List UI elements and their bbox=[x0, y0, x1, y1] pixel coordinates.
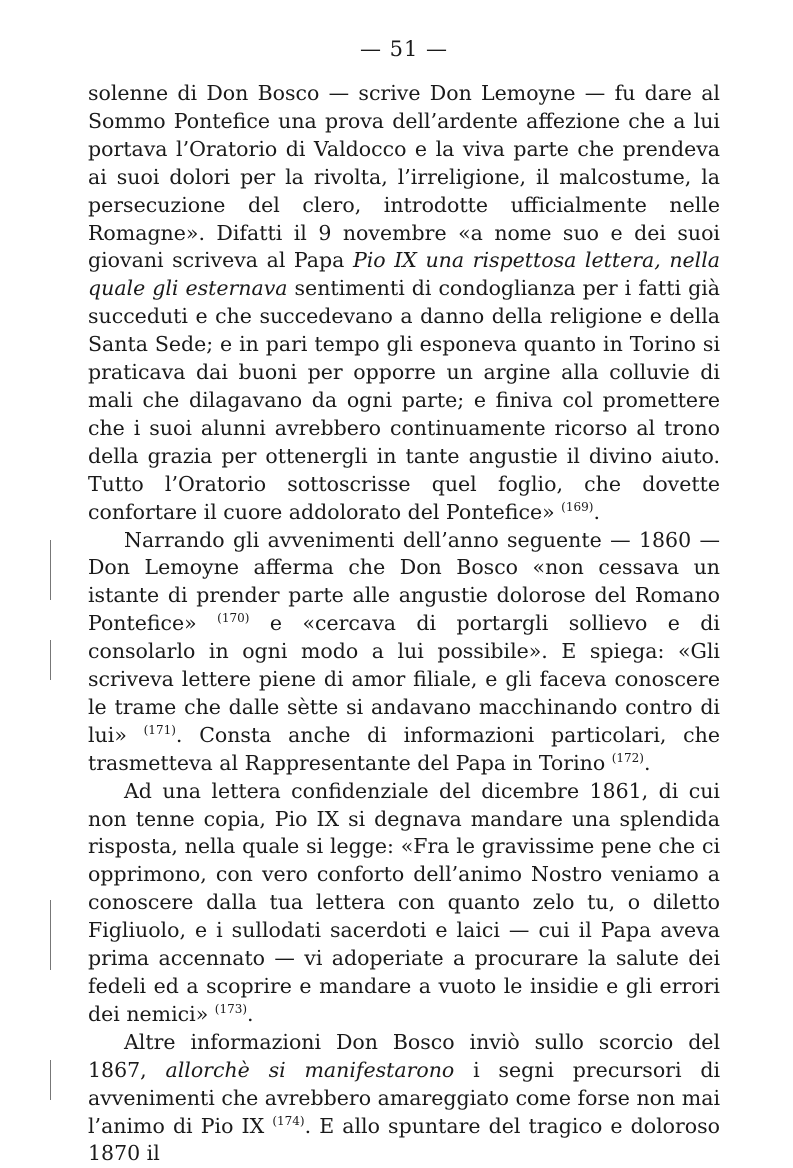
text-run: solenne di Don Bosco — scrive Don Lemoyne — fu dare al Sommo Pontefice una prova dell’ardente affezione che a lui portava l’Oratorio di Valdocco e la viva parte che prendeva ai suoi dolori per la rivolta, l’irreligione, il malcostume, la persecuzione del clero, introdotte ufficialmente nelle Romagne». Difatti il 9 novembre «a nome suo e dei suoi giovani scriveva al Papa bbox=[88, 81, 720, 273]
scan-artifact-line bbox=[50, 1060, 51, 1100]
italic-text: Pio IX una rispettosa lettera, nella quale gli esternava bbox=[88, 248, 720, 301]
paragraph bbox=[88, 778, 720, 1029]
text-run: e «cercava di portargli sollievo e di consolarlo in ogni modo a lui possibile». E spiega: «Gli scriveva lettere piene di amor filiale, e gli faceva conoscere le trame che dalle sètte si andavano macchinando contro di lui» bbox=[88, 611, 720, 747]
scan-artifact-line bbox=[50, 540, 51, 600]
paragraph bbox=[88, 80, 720, 527]
text-run: Ad una lettera confidenziale del dicembre 1861, di cui non tenne copia, Pio IX si degnava mandare una splendida risposta, nella quale si legge: «Fra le gravissime pene che ci opprimono, con vero conforto dell’animo Nostro veniamo a conoscere dalla tua lettera con quanto zelo tu, o diletto Figliuolo, e i sullodati sacerdoti e laici — cui il Papa aveva prima accennato — vi adoperiate a procurare la salute dei fedeli ed a scoprire e mandare a vuoto le insidie e gli errori dei nemici» bbox=[88, 778, 720, 1026]
footnote-ref: (171) bbox=[143, 723, 176, 738]
paragraph bbox=[88, 1029, 720, 1168]
footnote-ref: (172) bbox=[611, 750, 644, 765]
text-run: . bbox=[593, 499, 600, 524]
text-run: Altre informazioni Don Bosco inviò sullo scorcio del 1867, bbox=[88, 1029, 720, 1082]
footnote-ref: (170) bbox=[217, 611, 250, 626]
footnote-ref: (173) bbox=[214, 1002, 248, 1017]
text-run: . bbox=[643, 750, 651, 775]
scan-artifact-line bbox=[50, 900, 51, 970]
text-run: Narrando gli avvenimenti dell’anno seguente — 1860 — Don Lemoyne afferma che Don Bosco «non cessava un istante di prender parte alle angustie dolorose del Romano Pontefice» bbox=[88, 527, 720, 636]
text-run: . E allo spuntare del tragico e doloroso 1870 il bbox=[88, 1113, 720, 1166]
text-run: sentimenti di condoglianza per i fatti già succeduti e che succedevano a danno della religione e della Santa Sede; e in pari tempo gli esponeva quanto in Torino si praticava dai buoni per opporre un argine alla colluvie di mali che dilagavano da ogni parte; e finiva col promettere che i suoi alunni avrebbero continuamente ricorso al trono della grazia per ottenergli in tante angustie il divino aiuto. Tutto l’Oratorio sottoscrisse quel foglio, che dovette confortare il cuore addolorato del Pontefice» bbox=[88, 276, 720, 524]
body-text bbox=[88, 80, 720, 1168]
footnote-ref: (174) bbox=[272, 1113, 305, 1128]
scan-artifact-line bbox=[50, 640, 51, 680]
footnote-ref: (169) bbox=[561, 499, 594, 514]
page-number: — 51 — bbox=[359, 37, 449, 61]
text-run: . bbox=[247, 1001, 254, 1026]
italic-text: allorchè si manifestarono bbox=[165, 1057, 455, 1082]
text-run: . Consta anche di informazioni particolari, che trasmetteva al Rappresentante del Papa in Torino bbox=[88, 722, 720, 775]
paragraph bbox=[88, 527, 720, 778]
page bbox=[88, 34, 720, 1168]
text-run: i segni precursori di avvenimenti che avrebbero amareggiato come forse non mai l’animo di Pio IX bbox=[88, 1057, 720, 1138]
